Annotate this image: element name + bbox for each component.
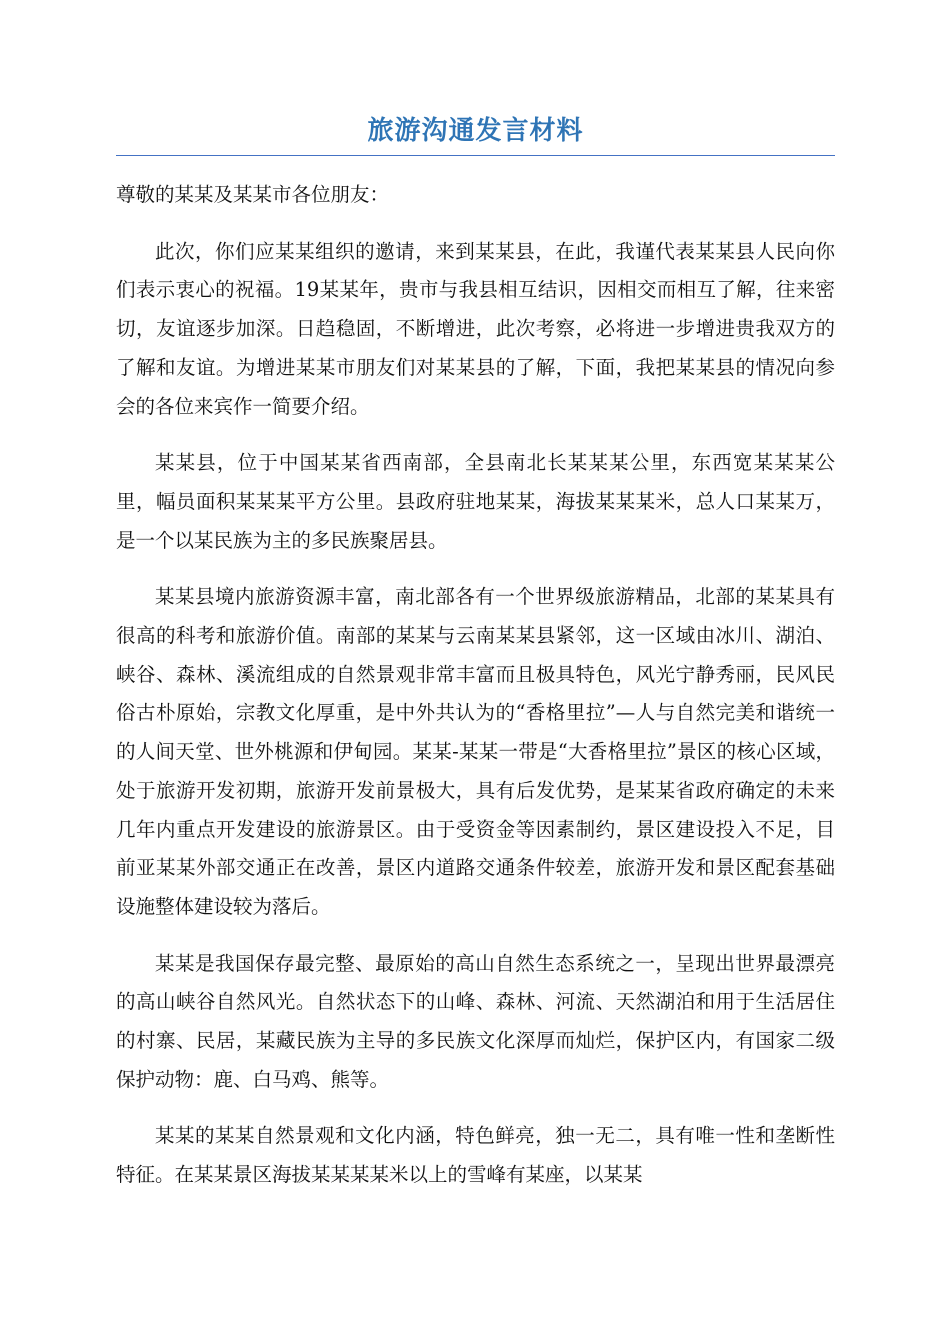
paragraph: 某某的某某自然景观和文化内涵，特色鲜亮，独一无二，具有唯一性和垄断性特征。在某某景区海拔某某某某米以上的雪峰有某座，以某某 bbox=[116, 1124, 835, 1187]
paragraph: 此次，你们应某某组织的邀请，来到某某县，在此，我谨代表某某县人民向你们表示衷心的祝福。19某某年，贵市与我县相互结识，因相交而相互了解，往来密切，友谊逐步加深。日趋稳固，不断增进，此次考察，必将进一步增进贵我双方的了解和友谊。为增进某某市朋友们对某某县的了解，下面，我把某某县的情况向参会的各位来宾作一简要介绍。 bbox=[116, 239, 835, 418]
document-title: 旅游沟通发言材料 bbox=[116, 110, 835, 156]
salutation: 尊敬的某某及某某市各位朋友： bbox=[116, 183, 390, 206]
paragraph: 某某县，位于中国某某省西南部，全县南北长某某某公里，东西宽某某某公里，幅员面积某某某平方公里。县政府驻地某某，海拔某某某米，总人口某某万，是一个以某民族为主的多民族聚居县。 bbox=[116, 451, 835, 552]
paragraph: 某某是我国保存最完整、最原始的高山自然生态系统之一，呈现出世界最漂亮的高山峡谷自然风光。自然状态下的山峰、森林、河流、天然湖泊和用于生活居住的村寨、民居，某藏民族为主导的多民族文化深厚而灿烂，保护区内，有国家二级保护动物：鹿、白马鸡、熊等。 bbox=[116, 951, 835, 1091]
document-page bbox=[116, 110, 835, 1195]
paragraph: 某某县境内旅游资源丰富，南北部各有一个世界级旅游精品，北部的某某具有很高的科考和旅游价值。南部的某某与云南某某县紧邻，这一区域由冰川、湖泊、峡谷、森林、溪流组成的自然景观非常丰富而且极具特色，风光宁静秀丽，民风民俗古朴原始，宗教文化厚重，是中外共认为的“香格里拉”—人与自然完美和谐统一的人间天堂、世外桃源和伊甸园。某某-某某一带是“大香格里拉”景区的核心区域，处于旅游开发初期，旅游开发前景极大，具有后发优势，是某某省政府确定的未来几年内重点开发建设的旅游景区。由于受资金等因素制约，景区建设投入不足，目前亚某某外部交通正在改善，景区内道路交通条件较差，旅游开发和景区配套基础设施整体建设较为落后。 bbox=[116, 585, 835, 918]
